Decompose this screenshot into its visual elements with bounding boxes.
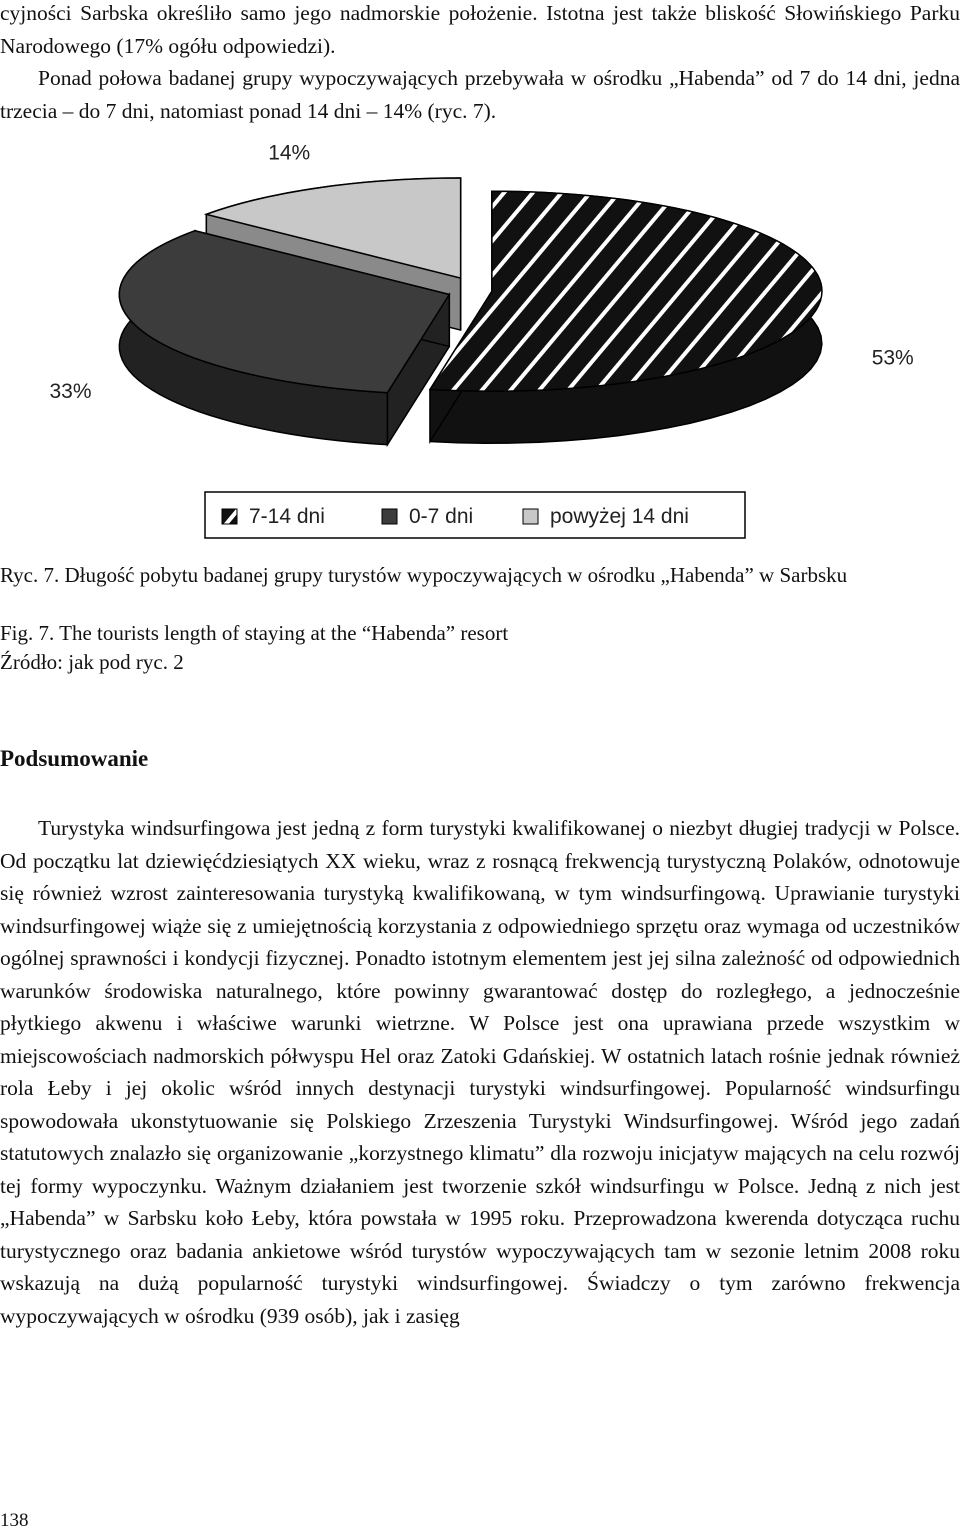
page-number: 138 bbox=[0, 1510, 29, 1531]
legend-swatch-powy-ej-14-dni bbox=[523, 509, 538, 524]
pie-label-0-7-dni: 33% bbox=[49, 379, 92, 403]
pie-slices bbox=[119, 178, 822, 445]
legend-label-powy-ej-14-dni: powyżej 14 dni bbox=[550, 505, 689, 528]
intro-paragraph-1: cyjności Sarbska określiło samo jego nadmorskie położenie. Istotna jest także bliskość Słowińskiego Parku Narodowego (17% ogółu odpowiedzi). bbox=[0, 1, 960, 58]
pie-label-powy-ej-14-dni: 14% bbox=[268, 141, 311, 165]
chart-legend bbox=[205, 492, 745, 538]
pie-chart bbox=[0, 140, 960, 550]
pie-slice-7-14-dni bbox=[430, 191, 822, 443]
figure-caption-en: Fig. 7. The tourists length of staying at the “Habenda” resort bbox=[0, 621, 509, 645]
figure-caption-pl: Ryc. 7. Długość pobytu badanej grupy turystów wypoczywających w ośrodku „Habenda” w Sarbsku bbox=[0, 563, 848, 587]
legend-label-7-14-dni: 7-14 dni bbox=[249, 505, 325, 528]
figure-source: Źródło: jak pod ryc. 2 bbox=[0, 650, 184, 674]
legend-swatch-0-7-dni bbox=[382, 509, 397, 524]
summary-paragraph: Turystyka windsurfingowa jest jedną z form turystyki kwalifikowanej o niezbyt długiej tradycji w Polsce. Od początku lat dziewięćdziesiątych XX wieku, wraz z rosnącą frekwencją turystyczną Polaków, odnotowuje się również wzrost zainteresowania turystyką kwalifikowaną, w tym windsurfingową. Uprawianie turystyki windsurfingowej wiąże się z umiejętnością korzystania z odpowiedniego sprzętu oraz wymaga od uczestników ogólnej sprawności i kondycji fizycznej. Ponadto istotnym elementem jest jej silna zależność od odpowiednich warunków środowiska naturalnego, które powinny gwarantować dostęp do rozległego, a jednocześnie płytkiego akwenu i właściwe warunki wietrzne. W Polsce jest ona uprawiana przede wszystkim w miejscowościach nadmorskich półwyspu Hel oraz Zatoki Gdańskiej. W ostatnich latach rośnie jednak również rola Łeby i jej okolic wśród innych destynacji turystyki windsurfingowej. Popularność windsurfingu spowodowała ukonstytuowanie się Polskiego Zrzeszenia Turystyki Windsurfingowej. Wśród jego zadań statutowych znalazło się organizowanie „korzystnego klimatu” dla rozwoju inicjatyw mających na celu rozwój tej formy wypoczynku. Ważnym działaniem jest tworzenie szkół windsurfingu w Polsce. Jedną z nich jest „Habenda” w Sarbsku koło Łeby, która powstała w 1995 roku. Przeprowadzona kwerenda dotycząca ruchu turystycznego oraz badania ankietowe wśród turystów wypoczywających tam w sezonie letnim 2008 roku wskazują na dużą popularność turystyki windsurfingowej. Świadczy o tym zarówno frekwencja wypoczywających w ośrodku (939 osób), jak i zasięg bbox=[0, 816, 960, 1328]
section-heading: Podsumowanie bbox=[0, 746, 149, 771]
legend-label-0-7-dni: 0-7 dni bbox=[409, 505, 474, 528]
legend-swatch-7-14-dni bbox=[222, 509, 237, 524]
intro-paragraph-2: Ponad połowa badanej grupy wypoczywających przebywała w ośrodku „Habenda” od 7 do 14 dni, jedna trzecia – do 7 dni, natomiast ponad 14 dni – 14% (ryc. 7). bbox=[0, 66, 960, 123]
pie-label-7-14-dni: 53% bbox=[871, 346, 914, 370]
